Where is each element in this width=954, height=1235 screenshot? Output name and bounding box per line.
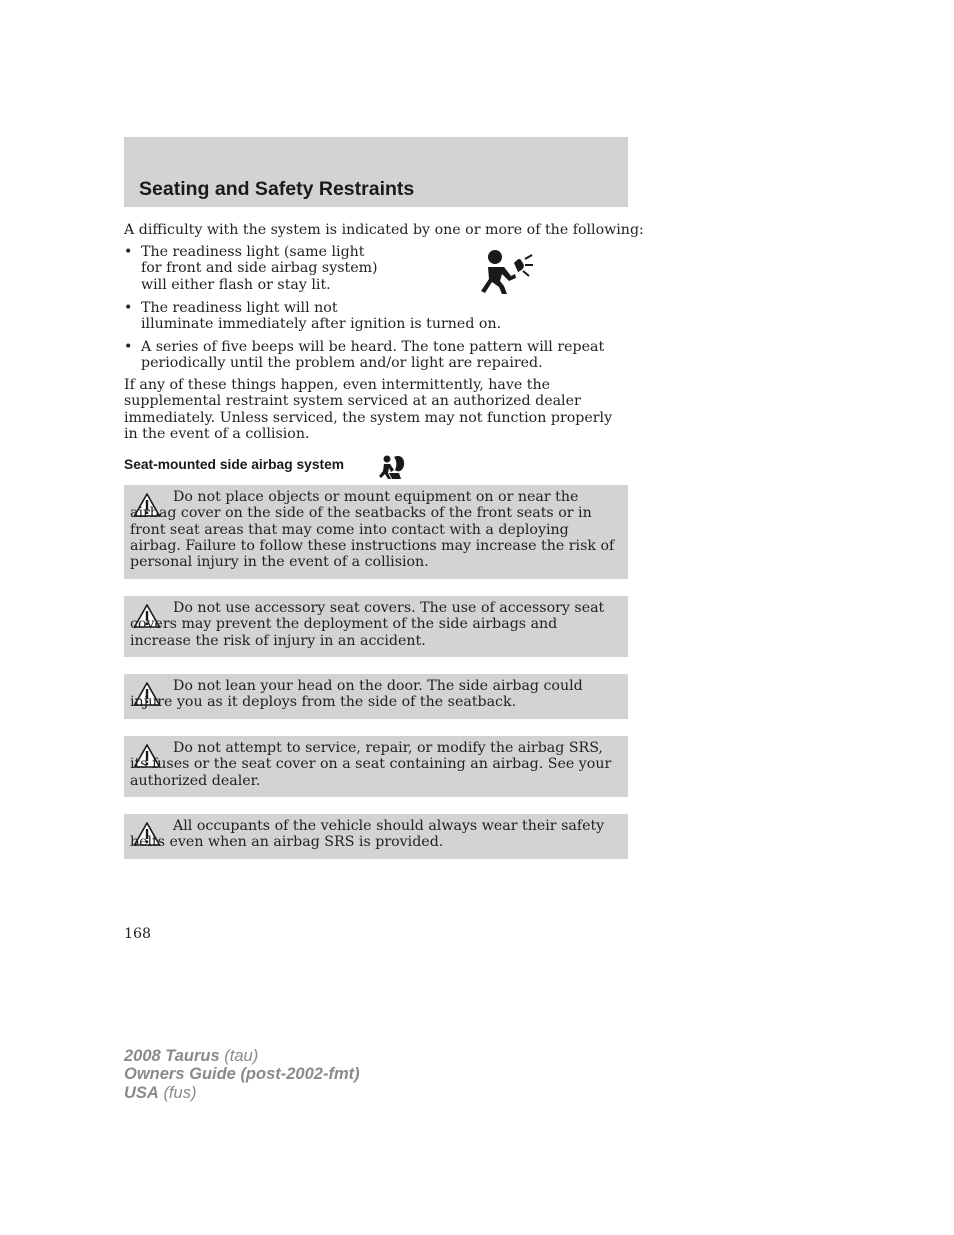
warning-text: Do not use accessory seat covers. The use of accessory seat covers may prevent the deployment of the side airbags and increase the risk of injury in an accident. bbox=[130, 600, 605, 649]
bullet-text: The readiness light will not illuminate immediately after ignition is turned on. bbox=[141, 300, 502, 333]
section-title: Seating and Safety Restraints bbox=[139, 178, 415, 200]
warning-box bbox=[124, 485, 628, 579]
warning-text: Do not place objects or mount equipment on or near the airbag cover on the side of the seatbacks of the front seats or in front seat areas that may come into contact with a deploying airbag. Failure to follow these instructions may increase the risk of personal injury in the event of a collision. bbox=[130, 489, 615, 571]
bullet-marker: • bbox=[124, 244, 133, 260]
footer-line-market: USA (fus) bbox=[124, 1083, 197, 1102]
warning-text: All occupants of the vehicle should always wear their safety belts even when an airbag SRS is provided. bbox=[130, 818, 605, 851]
section-header-band bbox=[124, 137, 628, 207]
warning-text: Do not attempt to service, repair, or modify the airbag SRS, its fuses or the seat cover on a seat containing an airbag. See your authorized dealer. bbox=[130, 740, 612, 789]
bullet-marker: • bbox=[124, 339, 133, 355]
warning-text: Do not lean your head on the door. The side airbag could injure you as it deploys from the side of the seatback. bbox=[130, 678, 583, 711]
bullet-text: A series of five beeps will be heard. The tone pattern will repeat periodically until the problem and/or light are repaired. bbox=[141, 339, 605, 372]
page-number: 168 bbox=[124, 926, 152, 942]
bullet-text: The readiness light (same light for front and side airbag system) will either flash or stay lit. bbox=[141, 244, 378, 293]
footer-line-model: 2008 Taurus (tau) bbox=[124, 1047, 259, 1065]
warning-box bbox=[124, 674, 628, 719]
airbag-readiness-icon bbox=[478, 246, 534, 296]
warning-box bbox=[124, 736, 628, 797]
side-airbag-icon bbox=[378, 454, 406, 480]
body-paragraph: If any of these things happen, even intermittently, have the supplemental restraint system serviced at an authorized dealer immediately. Unless serviced, the system may not function properly in the event of a collision. bbox=[124, 377, 613, 442]
intro-text: A difficulty with the system is indicated by one or more of the following: bbox=[124, 222, 644, 238]
bullet-marker: • bbox=[124, 300, 133, 316]
warning-box bbox=[124, 596, 628, 657]
warning-box bbox=[124, 814, 628, 859]
subheading: Seat-mounted side airbag system bbox=[124, 457, 345, 472]
footer-line-guide: Owners Guide (post-2002-fmt) bbox=[124, 1065, 360, 1084]
document-footer bbox=[124, 1047, 360, 1102]
